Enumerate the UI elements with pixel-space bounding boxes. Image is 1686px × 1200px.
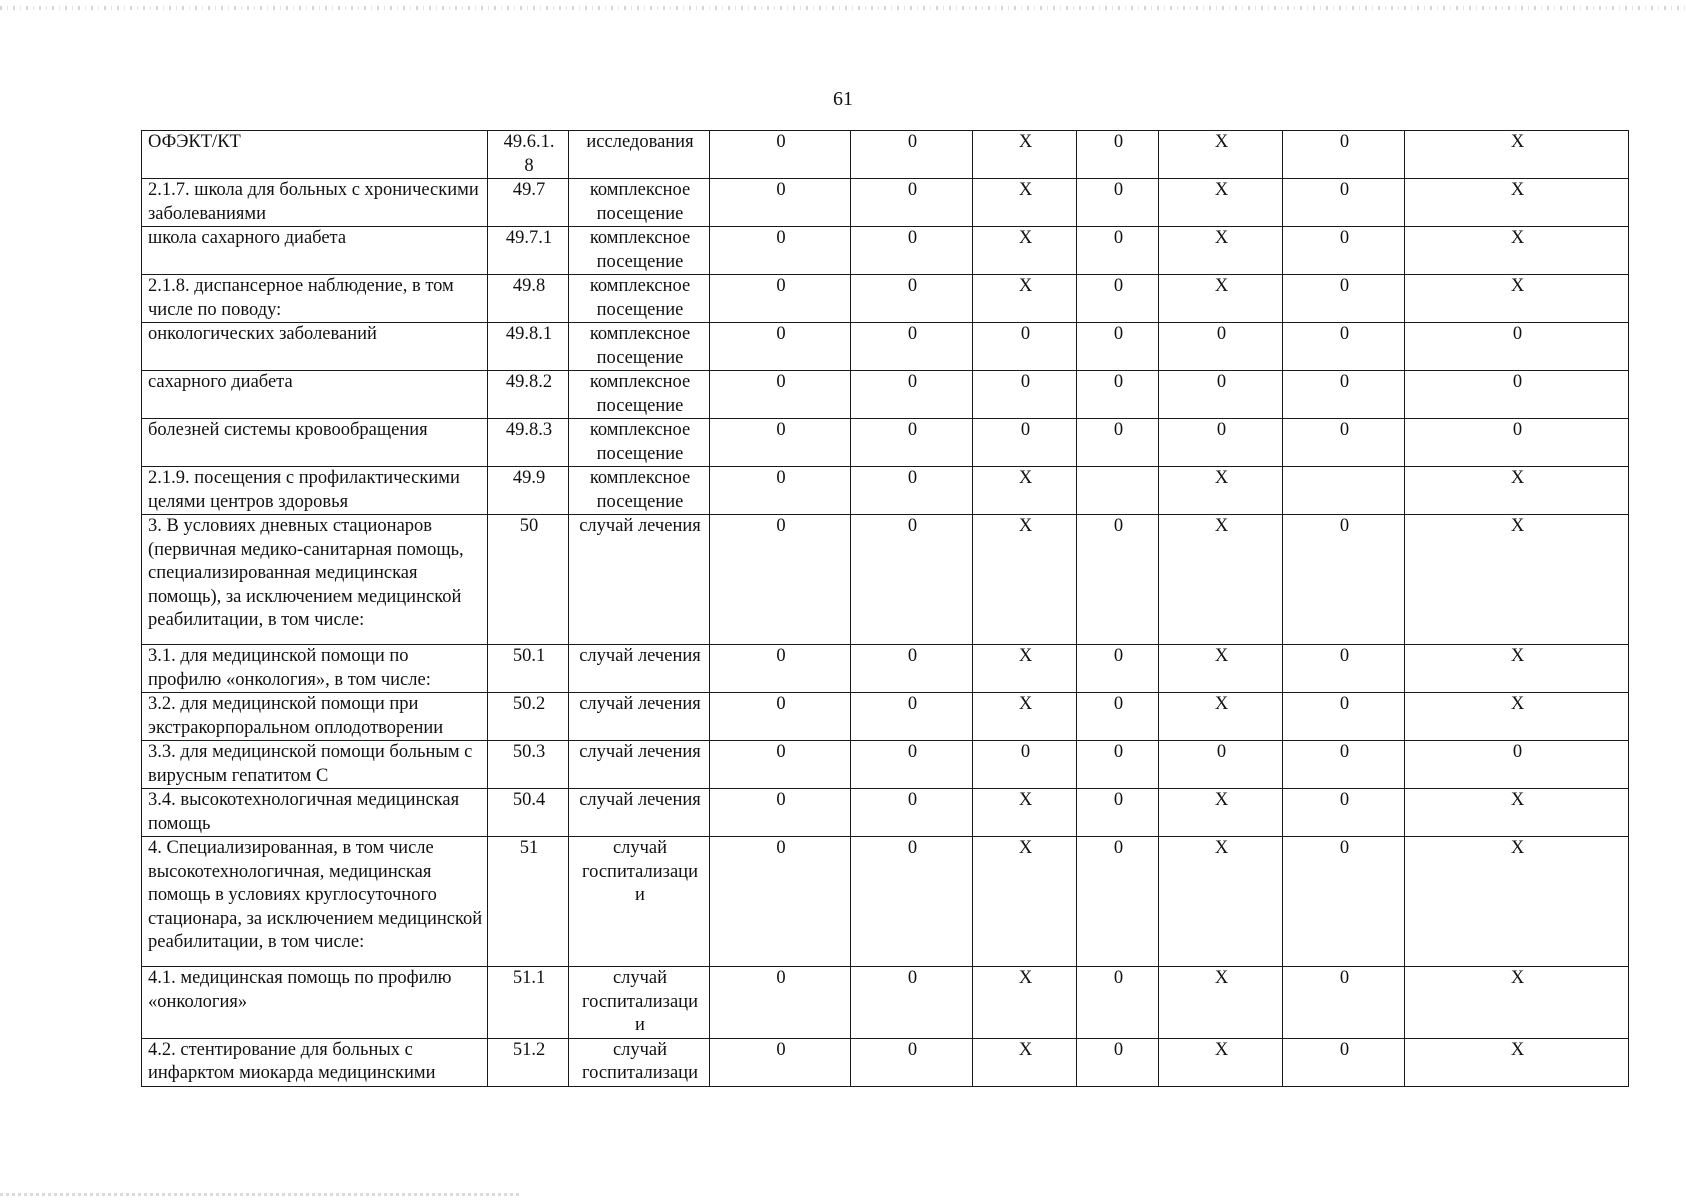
value-cell: X	[1405, 837, 1629, 967]
value-cell: X	[973, 179, 1077, 227]
value-cell: 0	[851, 693, 973, 741]
table-row	[142, 419, 1629, 467]
value-cell: X	[1159, 693, 1283, 741]
value-cell: 0	[1159, 323, 1283, 371]
value-cell: 0	[1159, 371, 1283, 419]
value-cell: 0	[1077, 693, 1159, 741]
value-cell: 0	[710, 179, 851, 227]
value-cell: 0	[1283, 789, 1405, 837]
value-cell: X	[1405, 275, 1629, 323]
table-row	[142, 227, 1629, 275]
value-cell: 0	[1159, 419, 1283, 467]
value-cell: 0	[1405, 371, 1629, 419]
value-cell: X	[1159, 1038, 1283, 1086]
value-cell: 0	[1405, 419, 1629, 467]
row-name-cell: болезней системы кровообращения	[142, 419, 488, 467]
value-cell: 0	[973, 741, 1077, 789]
table-row	[142, 741, 1629, 789]
value-cell: 0	[1283, 515, 1405, 645]
table-row	[142, 371, 1629, 419]
value-cell: X	[973, 693, 1077, 741]
value-cell: 0	[1283, 371, 1405, 419]
value-cell: 0	[710, 645, 851, 693]
value-cell: X	[973, 131, 1077, 179]
value-cell: 0	[710, 789, 851, 837]
row-code-cell: 50.4	[488, 789, 569, 837]
value-cell: 0	[1283, 837, 1405, 967]
row-name-cell: 2.1.7. школа для больных с хроническими заболеваниями	[142, 179, 488, 227]
row-name-cell: 3. В условиях дневных стационаров (первичная медико-санитарная помощь, специализированная медицинская помощь), за исключением медицинской реабилитации, в том числе:	[142, 515, 488, 645]
row-name-cell: 3.3. для медицинской помощи больным с вирусным гепатитом С	[142, 741, 488, 789]
row-code-cell: 49.7.1	[488, 227, 569, 275]
value-cell: 0	[710, 323, 851, 371]
value-cell: 0	[973, 419, 1077, 467]
table-row	[142, 131, 1629, 179]
value-cell: 0	[851, 789, 973, 837]
table-row	[142, 515, 1629, 645]
table-row	[142, 323, 1629, 371]
row-name-cell: 3.1. для медицинской помощи по профилю «онкология», в том числе:	[142, 645, 488, 693]
value-cell: 0	[851, 515, 973, 645]
value-cell: 0	[1405, 323, 1629, 371]
value-cell: X	[1405, 131, 1629, 179]
value-cell: 0	[851, 1038, 973, 1086]
row-code-cell: 51	[488, 837, 569, 967]
value-cell: X	[1405, 515, 1629, 645]
table-body	[142, 131, 1629, 1087]
value-cell: 0	[1077, 515, 1159, 645]
value-cell: 0	[710, 515, 851, 645]
value-cell: 0	[851, 645, 973, 693]
value-cell: 0	[851, 419, 973, 467]
value-cell: 0	[1077, 371, 1159, 419]
row-unit-cell: комплексное посещение	[569, 419, 710, 467]
value-cell: X	[973, 1038, 1077, 1086]
row-code-cell: 50.3	[488, 741, 569, 789]
value-cell: 0	[851, 131, 973, 179]
value-cell: 0	[1283, 967, 1405, 1039]
page-number: 61	[833, 88, 853, 110]
value-cell: 0	[710, 371, 851, 419]
value-cell: 0	[1283, 419, 1405, 467]
value-cell: 0	[710, 467, 851, 515]
value-cell: X	[1159, 645, 1283, 693]
table-row	[142, 179, 1629, 227]
row-unit-cell: комплексное посещение	[569, 467, 710, 515]
value-cell: X	[1405, 967, 1629, 1039]
value-cell: 0	[973, 323, 1077, 371]
value-cell: 0	[851, 227, 973, 275]
value-cell: 0	[851, 967, 973, 1039]
row-code-cell: 51.2	[488, 1038, 569, 1086]
value-cell: X	[1159, 227, 1283, 275]
row-unit-cell: комплексное посещение	[569, 227, 710, 275]
row-name-cell: 2.1.9. посещения с профилактическими целями центров здоровья	[142, 467, 488, 515]
row-unit-cell: случай лечения	[569, 515, 710, 645]
row-unit-cell: случай лечения	[569, 693, 710, 741]
row-name-cell: школа сахарного диабета	[142, 227, 488, 275]
row-unit-cell: случай госпитализаци и	[569, 837, 710, 967]
row-unit-cell: исследования	[569, 131, 710, 179]
row-unit-cell: случай госпитализаци и	[569, 967, 710, 1039]
row-unit-cell: комплексное посещение	[569, 179, 710, 227]
value-cell: 0	[1077, 419, 1159, 467]
row-name-cell: 4.1. медицинская помощь по профилю «онкология»	[142, 967, 488, 1039]
value-cell: 0	[1077, 275, 1159, 323]
value-cell: 0	[710, 227, 851, 275]
table-row	[142, 837, 1629, 967]
value-cell: 0	[1077, 789, 1159, 837]
row-code-cell: 50	[488, 515, 569, 645]
table-row	[142, 789, 1629, 837]
value-cell: X	[973, 515, 1077, 645]
row-code-cell: 49.8.3	[488, 419, 569, 467]
value-cell: 0	[1077, 645, 1159, 693]
value-cell: 0	[710, 967, 851, 1039]
row-code-cell: 49.8.2	[488, 371, 569, 419]
value-cell: X	[1405, 179, 1629, 227]
value-cell: 0	[1283, 275, 1405, 323]
value-cell: 0	[1077, 323, 1159, 371]
value-cell: X	[1405, 645, 1629, 693]
value-cell: X	[1159, 837, 1283, 967]
value-cell: 0	[710, 419, 851, 467]
table-row	[142, 645, 1629, 693]
table-row	[142, 275, 1629, 323]
table-row	[142, 967, 1629, 1039]
row-code-cell: 50.1	[488, 645, 569, 693]
value-cell: 0	[1077, 131, 1159, 179]
value-cell: 0	[1283, 323, 1405, 371]
value-cell: X	[1159, 275, 1283, 323]
value-cell: X	[973, 227, 1077, 275]
row-unit-cell: комплексное посещение	[569, 323, 710, 371]
value-cell: X	[973, 645, 1077, 693]
value-cell: 0	[1283, 227, 1405, 275]
value-cell: X	[973, 467, 1077, 515]
row-code-cell: 49.9	[488, 467, 569, 515]
row-unit-cell: комплексное посещение	[569, 371, 710, 419]
value-cell: 0	[1077, 967, 1159, 1039]
row-unit-cell: случай лечения	[569, 741, 710, 789]
table-row	[142, 693, 1629, 741]
scan-edge-bottom	[0, 1193, 520, 1196]
value-cell: 0	[1159, 741, 1283, 789]
row-name-cell: 4. Специализированная, в том числе высокотехнологичная, медицинская помощь в условиях круглосуточного стационара, за исключением медицинской реабилитации, в том числе:	[142, 837, 488, 967]
value-cell: 0	[1283, 179, 1405, 227]
value-cell: 0	[851, 323, 973, 371]
value-cell: 0	[710, 1038, 851, 1086]
value-cell: 0	[851, 741, 973, 789]
row-code-cell: 49.6.1. 8	[488, 131, 569, 179]
value-cell: 0	[1283, 131, 1405, 179]
value-cell: X	[1405, 789, 1629, 837]
value-cell: X	[973, 967, 1077, 1039]
value-cell: X	[1159, 131, 1283, 179]
value-cell: X	[973, 837, 1077, 967]
row-unit-cell: случай госпитализаци	[569, 1038, 710, 1086]
table-row	[142, 467, 1629, 515]
row-unit-cell: комплексное посещение	[569, 275, 710, 323]
value-cell: 0	[1077, 1038, 1159, 1086]
value-cell: 0	[1283, 1038, 1405, 1086]
value-cell: X	[1159, 467, 1283, 515]
value-cell: 0	[710, 693, 851, 741]
value-cell: 0	[1283, 741, 1405, 789]
value-cell	[1283, 467, 1405, 515]
row-code-cell: 49.7	[488, 179, 569, 227]
row-unit-cell: случай лечения	[569, 789, 710, 837]
value-cell: X	[973, 275, 1077, 323]
value-cell: X	[1405, 693, 1629, 741]
data-table	[141, 130, 1629, 1087]
value-cell: X	[1405, 1038, 1629, 1086]
value-cell: 0	[710, 837, 851, 967]
value-cell: X	[1405, 467, 1629, 515]
row-code-cell: 51.1	[488, 967, 569, 1039]
row-unit-cell: случай лечения	[569, 645, 710, 693]
row-name-cell: 3.2. для медицинской помощи при экстракорпоральном оплодотворении	[142, 693, 488, 741]
value-cell: 0	[710, 275, 851, 323]
value-cell: 0	[1077, 179, 1159, 227]
value-cell: 0	[1077, 741, 1159, 789]
row-code-cell: 49.8.1	[488, 323, 569, 371]
value-cell: X	[1405, 227, 1629, 275]
value-cell: 0	[1077, 227, 1159, 275]
value-cell: 0	[710, 741, 851, 789]
row-name-cell: сахарного диабета	[142, 371, 488, 419]
row-code-cell: 50.2	[488, 693, 569, 741]
value-cell: X	[973, 789, 1077, 837]
value-cell: 0	[1283, 645, 1405, 693]
row-code-cell: 49.8	[488, 275, 569, 323]
row-name-cell: ОФЭКТ/КТ	[142, 131, 488, 179]
value-cell: 0	[851, 467, 973, 515]
value-cell: 0	[851, 371, 973, 419]
value-cell: 0	[973, 371, 1077, 419]
row-name-cell: онкологических заболеваний	[142, 323, 488, 371]
row-name-cell: 3.4. высокотехнологичная медицинская помощь	[142, 789, 488, 837]
value-cell	[1077, 467, 1159, 515]
value-cell: 0	[1405, 741, 1629, 789]
row-name-cell: 2.1.8. диспансерное наблюдение, в том числе по поводу:	[142, 275, 488, 323]
value-cell: X	[1159, 967, 1283, 1039]
row-name-cell: 4.2. стентирование для больных с инфарктом миокарда медицинскими	[142, 1038, 488, 1086]
table-row	[142, 1038, 1629, 1086]
value-cell: 0	[710, 131, 851, 179]
value-cell: X	[1159, 789, 1283, 837]
value-cell: 0	[851, 275, 973, 323]
value-cell: X	[1159, 515, 1283, 645]
value-cell: X	[1159, 179, 1283, 227]
scan-edge-top	[0, 6, 1686, 10]
value-cell: 0	[851, 179, 973, 227]
value-cell: 0	[1077, 837, 1159, 967]
value-cell: 0	[851, 837, 973, 967]
value-cell: 0	[1283, 693, 1405, 741]
